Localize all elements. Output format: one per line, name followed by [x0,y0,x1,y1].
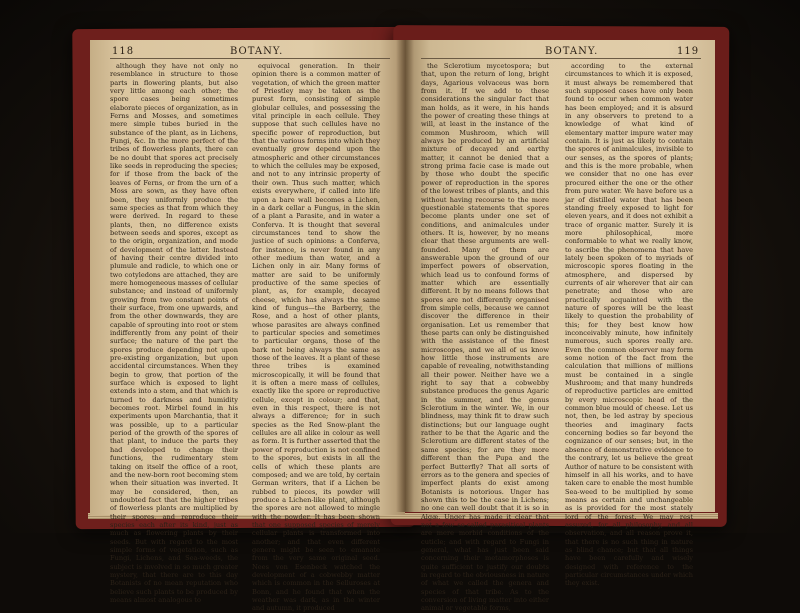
right-page-column-2: according to the external circumstances to which it is exposed, it must always be remembered that such supposed cases have only been found to occur when common water has been employed; and it is absurd in any observers to pretend to a knowledge of what kind of elementary matter impure water may contain. It is just as likely to contain the spores of animalcules, invisible to our senses, as the spores of plants; and this is the more probable, when we consider that no one has ever procured either the one or the other from pure water. We have before us a jar of distilled water that has been standing freely exposed to light for eleven years, and it does not exhibit a trace of organic matter. Surely it is more philosophical, more conformable to what we really know, to ascribe the phenomena that have lately been spoken of to myriads of microscopic spores floating in the atmosphere, and dispersed by currents of air wherever that air can penetrate; and those who are practically acquainted with the nature of spores will be the least likely to question the probability of this; for they best know how inconceivably minute, how infinitely numerous, such spores really are. Even the common observer may form some notion of the fact from the calculation that millions of millions must be contained in a single Mushroom; and that many hundreds of reproductive particles are emitted by every microscopic head of the common blue mould of cheese. Let us not, then, be led astray by specious theories and imaginary facts concerning bodies so far beyond the cognizance of our senses; but, in the absence of demonstrative evidence to the contrary, let us believe the great Author of nature to be consistent with himself in all his works, and to have taken care to enable the most humble Sea-weed to be multiplied by some means as certain and unchangeable as is provided for the most stately lord of the forest. We may rest assured, for all philosophy, and all observation, and all reason prove it, that there is no such thing in nature as blind chance; but that all things have been carefully and wisely designed with reference to the particular circumstances under which they exist. [565,62,693,588]
left-page-column-1: although they have not only no resemblance in structure to those parts in flowering plants, but also very little among each other; the spore cases being sometimes elaborate pieces of organization, as in Ferns and Mosses, and sometimes mere simple tubes buried in the substance of the plant, as in Lichens, Fungi, &c. In the more perfect of the tribes of flowerless plants, there can be no doubt that spores act precisely like seeds in reproducing the species; for if those from the back of the leaves of Ferns, or from the urn of a Moss are sown, as they have often been, they uniformly produce the same species as that from which they were derived. In regard to these plants, then, no difference exists between seeds and spores, except as to the origin, organization, and mode of development of the latter. Instead of having their centre divided into plumule and radicle, to which one or two cotyledons are attached, they are mere homogeneous masses of cellular substance; and instead of uniformly growing from two constant points of their surface, from one upwards, and from the other downwards, they are capable of sprouting into root or stem indifferently from any point of their surface; the nature of the part the spores produce depending not upon pre-existing organization, but upon accidental circumstances. When they begin to grow, that portion of the surface which is exposed to light extends into a stem, and that which is turned to darkness and humidity becomes root. Mirbel found in his experiments upon Marchantia, that it was possible, up to a particular period of the growth of the spores of that plant, to induce the parts they had developed to change their functions, the rudimentary stem taking on itself the office of a root, and the new-born root becoming stem when their situation was inverted. It may be considered, then, an undoubted fact that the higher tribes of flowerless plants are multiplied by their spores, and reproduce their species each after its kind, just as much as flowering plants by their seeds. But with regard to the most simple forms of vegetation, such as Fungi, Lichens, and Sea-weeds, the subject is involved in so much greater mystery, that there are to this day Botanists of no mean reputation who believe such plants to be produced by means almost analogous to [110,62,238,604]
right-page-number: 119 [677,46,700,57]
left-page-column-2: equivocal generation. In their opinion there is a common matter of vegetation, of which the green matter of Priestley may be taken as the purest form, consisting of simple globular cellules, and possessing the vital principle in each cellule. They suppose that such cellules have no specific power of reproduction, but that the various forms into which they eventually grow depend upon the atmospheric and other circumstances to which the cellules may be exposed, and not to any intrinsic property of their own. Thus such matter, which exists everywhere, if called into life upon a bare wall becomes a Lichen, in a dark cellar a Fungus, in the skin of a plant a Parasite, and in water a Conferva. It is thought that several circumstances tend to show the justice of such opinions: a Conferva, for instance, is never found in any other medium than water, and a Lichen only in air. Many forms of matter are said to be uniformly productive of the same species of plant, as, for example, decayed cheese, which has always the same kind of fungus—the Barberry, the Rose, and a host of other plants, whose parasites are always confined to particular species and sometimes to particular organs, those of the bark not being always the same as those of the leaves. It a plant of these three tribes is examined microscopically, it will be found that it is often a mere mass of cellules, exactly like the spore or reproductive cellule, except in colour; and that, even in this respect, there is not always a difference; for in such species as the Red Snow-plant the cellules are all alike in colour as well as form. It is further asserted that the power of reproduction is not confined to the spores, but exists in all the cells of which these plants are composed; and we are told, by certain German writers, that if a Lichen be rubbed to pieces, its powder will produce a Lichen-like plant, although the spores are not allowed to mingle with the powder. It has been shown that one supposed species of merely cellular plants is transformed into another; and that even different genera might be seen to emanate from the very same original seed. Nees von Esenbeck watched the development of a cobwebby matter which is common in the Selluroses at Bonn, and he found that when the weather was dark, as in the winter and autumn, it produced [252,62,381,613]
right-page [405,40,715,613]
right-running-head: BOTANY. [545,46,599,57]
left-header-rule [110,58,390,59]
left-page-number: 118 [112,46,135,57]
left-page [90,40,405,613]
book-gutter [396,40,414,512]
right-page-column-1: the Sclerotium mycetospora; but that, upon the return of long, bright days, Agarious volvaceus was born from it. If we add to these considerations the singular fact that man holds, as it were, in his hands the power of creating these things at will, at least in the instance of the common Mushroom, which will always be produced by an artificial mixture of decayed and earthy matter, it cannot be denied that a strong prima facie case is made out by those who doubt the specific power of reproduction in the spores of the lowest tribes of plants, and this without having recourse to the more questionable statements that spores become plants under one set of conditions, and animalcules under others. It is, however, by no means clear that these arguments are well-founded. Many of them are answerable upon the ground of our imperfect powers of observation, which lead us to confound forms of matter which are essentially different. It by no means follows that spores are not differently organised from simple cells, because we cannot discover the difference in their organisation. Let us remember that these parts can only be distinguished with the assistance of the finest microscopes, and we all of us know how little those instruments are capable of revealing, notwithstanding all their power. Neither have we a right to say that a cobwebby substance produces the genus Agaric in the summer, and the genus Sclerotium in the winter. We, in our blindness, may think fit to draw such distinctions; but our language ought rather to be that the Agaric and the Sclerotium are different states of the same species; for are they more different than the Pupa and the perfect Butterfly? That all sorts of errors as to the genera and species of imperfect plants do exist among Botanists is notorious. Unger has shown this to be the case in Lichens; no one can well doubt that it is so in Algæ. Unger has made it clear that not a few so-called parasitical plants are mere morbid conditions of the cuticle; and with regard to Fungi in general, what has just been said concerning their metamorphoses is quite sufficient to justify our doubts in regard to the obviousness in nature of what we called the genera and species of that tribe. As to the conversion of living matter into either animal or vegetable forms, [421,62,549,613]
right-header-rule [421,58,701,59]
left-running-head: BOTANY. [230,46,284,57]
